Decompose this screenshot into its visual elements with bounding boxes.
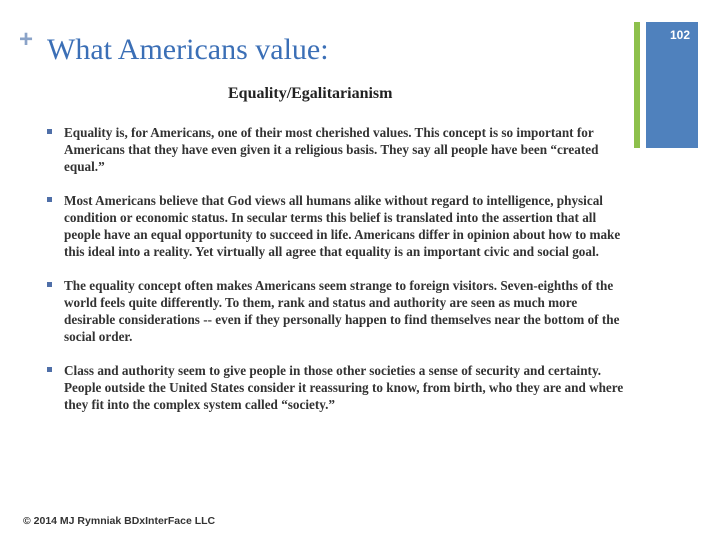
bullet-marker-icon [47, 129, 52, 134]
bullet-text: Class and authority seem to give people in those other societies a sense of security and certainty. People outside the United States consider it reassuring to know, from birth, who they are and where they fit into the complex system called “society.” [64, 363, 624, 412]
bullet-item [44, 192, 624, 260]
page-number: 102 [669, 28, 690, 42]
bullet-list [44, 124, 624, 430]
bullet-text: Most Americans believe that God views all humans alike without regard to intelligence, physical condition or economic status. In secular terms this belief is translated into the assertion that all people have an equal opportunity to succeed in life. Americans differ in opinion about how to make this ideal into a reality. Yet virtually all agree that equality is an important civic and social goal. [64, 193, 621, 259]
bullet-text: Equality is, for Americans, one of their most cherished values. This concept is so important for Americans that they have even given it a religious basis. They say all people have been “created equal.” [64, 125, 599, 174]
slide-subtitle: Equality/Egalitarianism [228, 85, 393, 102]
green-accent-bar [634, 22, 640, 148]
bullet-marker-icon [47, 367, 52, 372]
bullet-text: The equality concept often makes Americans seem strange to foreign visitors. Seven-eighths of the world feels quite differently. To them, rank and status and authority are seen as much more desirable considerations -- even if they personally happen to find themselves near the bottom of the social order. [64, 278, 620, 344]
bullet-item [44, 277, 624, 345]
bullet-item [44, 362, 624, 413]
copyright-footer: © 2014 MJ Rymniak BDxInterFace LLC [23, 515, 216, 527]
bullet-item [44, 124, 624, 175]
bullet-marker-icon [47, 197, 52, 202]
plus-icon: + [19, 26, 34, 53]
bullet-marker-icon [47, 282, 52, 287]
slide-title: What Americans value: [47, 33, 329, 66]
